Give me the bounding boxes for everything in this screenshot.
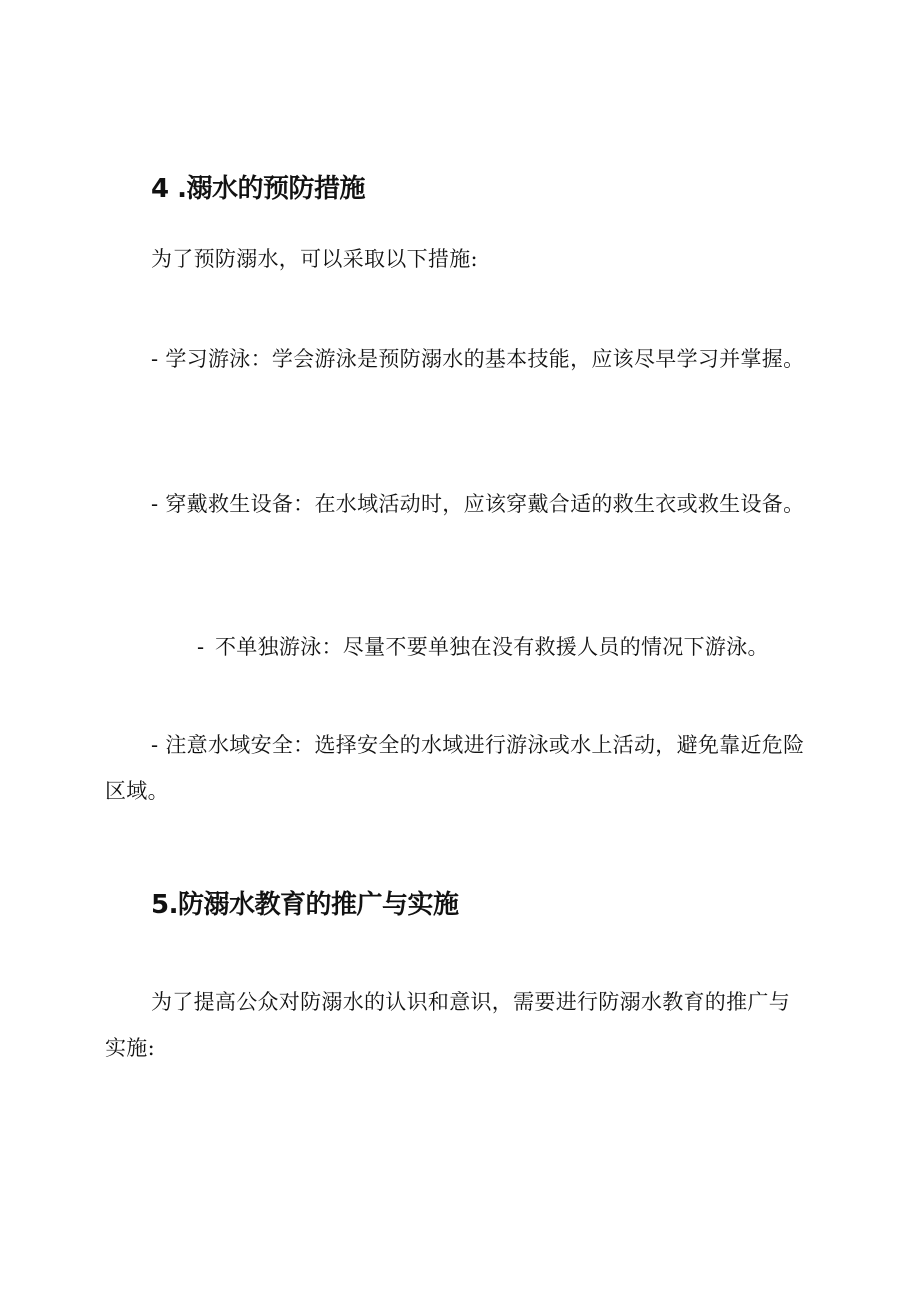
bullet-wear-lifesaving-equipment: - 穿戴救生设备：在水域活动时，应该穿戴合适的救生衣或救生设备。	[151, 492, 805, 516]
bullet-do-not-swim-alone	[105, 624, 805, 670]
bullet-dash: -	[197, 635, 205, 659]
section-4-intro: 为了预防溺水，可以采取以下措施:	[151, 247, 478, 271]
bullet-learn-swimming: - 学习游泳：学会游泳是预防溺水的基本技能，应该尽早学习并掌握。	[151, 347, 805, 371]
section-5-heading: 5.防溺水教育的推广与实施	[151, 890, 459, 920]
section-5-intro: 为了提高公众对防溺水的认识和意识，需要进行防溺水教育的推广与实施:	[105, 990, 790, 1060]
section-4-heading: 4 .溺水的预防措施	[151, 174, 366, 204]
bullet-water-safety: - 注意水域安全：选择安全的水域进行游泳或水上活动，避免靠近危险区域。	[105, 733, 805, 803]
bullet-text: 不单独游泳：尽量不要单独在没有救援人员的情况下游泳。	[215, 635, 769, 659]
